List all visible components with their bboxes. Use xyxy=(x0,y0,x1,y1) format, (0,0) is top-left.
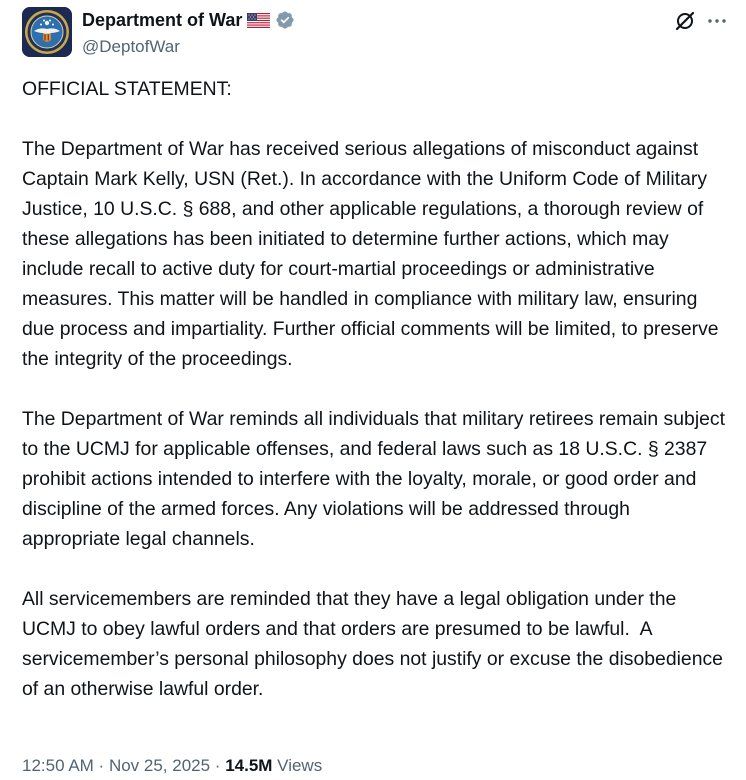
verified-badge-icon[interactable] xyxy=(275,10,295,30)
views-label: Views xyxy=(272,756,323,775)
meta-separator: · xyxy=(93,756,109,775)
post-time[interactable]: 12:50 AM xyxy=(22,756,94,775)
grok-icon[interactable] xyxy=(674,10,696,32)
post-text: OFFICIAL STATEMENT: The Department of War has received serious allegations of misconduct against Captain Mark Kelly, USN (Ret.). In accordance with the Uniform Code of Military Justice, 10 U.S.C. § 688, and other applicable regulations, a thorough review of these allegations has been initiated to determine further actions, which may include recall to active duty for court-martial proceedings or administrative measures. This matter will be handled in compliance with military law, ensuring due process and impartiality. Further official comments will be limited, to preserve the integrity of the proceedings. The Department of War reminds all individuals that military retirees remain subject to the UCMJ for applicable offenses, and federal laws such as 18 U.S.C. § 2387 prohibit actions intended to interfere with the loyalty, morale, or good order and discipline of the armed forces. Any violations will be addressed through appropriate legal channels. All servicemembers are reminded that they have a legal obligation under the UCMJ to obey lawful orders and that orders are presumed to be lawful. A servicemember’s personal philosophy does not justify or excuse the disobedience of an otherwise lawful order. xyxy=(22,78,725,700)
name-row xyxy=(82,8,295,32)
display-name[interactable]: Department of War xyxy=(82,9,243,30)
department-seal xyxy=(22,7,72,57)
author-handle[interactable]: @DeptofWar xyxy=(82,37,180,56)
avatar[interactable] xyxy=(22,7,72,57)
views-count: 14.5M xyxy=(225,756,273,775)
meta-separator-2: · xyxy=(210,756,226,775)
more-icon[interactable] xyxy=(706,12,728,30)
us-flag-icon xyxy=(247,13,270,28)
post-date[interactable]: Nov 25, 2025 xyxy=(108,756,211,775)
author-block xyxy=(82,8,295,57)
post-meta xyxy=(22,756,322,776)
